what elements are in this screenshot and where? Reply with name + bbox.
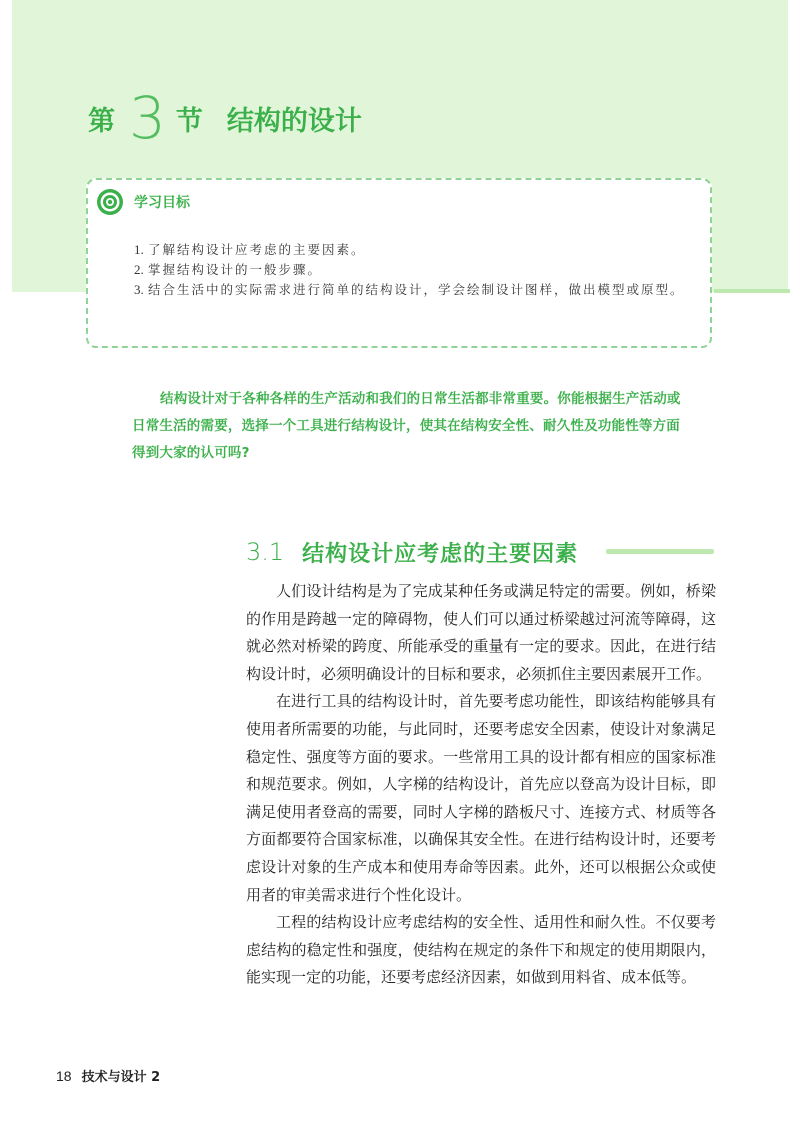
- body-paragraph: 工程的结构设计应考虑结构的安全性、适用性和耐久性。不仅要考虑结构的稳定性和强度，使结构在规定的条件下和规定的使用期限内，能实现一定的功能，还要考虑经济因素，如做到用料省、成本低等。: [246, 913, 716, 987]
- objectives-heading: 学习目标: [134, 195, 190, 211]
- page-number: 18: [56, 1068, 72, 1084]
- section-heading-rule: [606, 549, 714, 554]
- body-paragraph: 人们设计结构是为了完成某种任务或满足特定的需要。例如，桥梁的作用是跨越一定的障碍物，使人们可以通过桥梁越过河流等障碍，这就必然对桥梁的跨度、所能承受的重量有一定的要求。因此，在进行结构设计时，必须明确设计的目标和要求，必须抓住主要因素展开工作。: [246, 582, 716, 683]
- book-title: 技术与设计 2: [81, 1070, 161, 1085]
- objective-number: 2.: [134, 262, 144, 277]
- section-title: 结构设计应考虑的主要因素: [302, 541, 579, 567]
- intro-question: 结构设计对于各种各样的生产活动和我们的日常生活都非常重要。你能根据生产活动或日常生活的需要，选择一个工具进行结构设计，使其在结构安全性、耐久性及功能性等方面得到大家的认可吗?: [132, 391, 681, 461]
- page-footer: [56, 1066, 160, 1085]
- chapter-suffix: 节: [175, 105, 203, 137]
- chapter-name: 结构的设计: [226, 105, 362, 137]
- section-body: [246, 578, 716, 992]
- learning-objectives-box: [86, 178, 712, 348]
- section-heading: [246, 534, 578, 570]
- chapter-title: [88, 84, 362, 152]
- objective-item: [134, 240, 694, 260]
- objective-number: 1.: [134, 242, 144, 257]
- objective-text: 结合生活中的实际需求进行简单的结构设计，学会绘制设计图样，做出模型或原型。: [148, 282, 685, 297]
- target-icon: [96, 188, 124, 216]
- objective-item: [134, 260, 694, 280]
- objectives-list: [134, 240, 694, 300]
- objective-text: 掌握结构设计的一般步骤。: [148, 262, 323, 277]
- header-band-accent-line: [714, 289, 790, 293]
- body-paragraph: 在进行工具的结构设计时，首先要考虑功能性，即该结构能够具有使用者所需要的功能，与此同时，还要考虑安全因素，使设计对象满足稳定性、强度等方面的要求。一些常用工具的设计都有相应的国家标准和规范要求。例如，人字梯的结构设计，首先应以登高为设计目标，即满足使用者登高的需要，同时人字梯的踏板尺寸、连接方式、材质等各方面都要符合国家标准，以确保其安全性。在进行结构设计时，还要考虑设计对象的生产成本和使用寿命等因素。此外，还可以根据公众或使用者的审美需求进行个性化设计。: [246, 692, 716, 904]
- chapter-prefix: 第: [88, 105, 115, 137]
- chapter-number: 3: [129, 84, 164, 152]
- objective-number: 3.: [134, 282, 144, 297]
- section-number: 3.1: [246, 538, 285, 566]
- objective-item: [134, 280, 694, 300]
- objective-text: 了解结构设计应考虑的主要因素。: [148, 242, 366, 257]
